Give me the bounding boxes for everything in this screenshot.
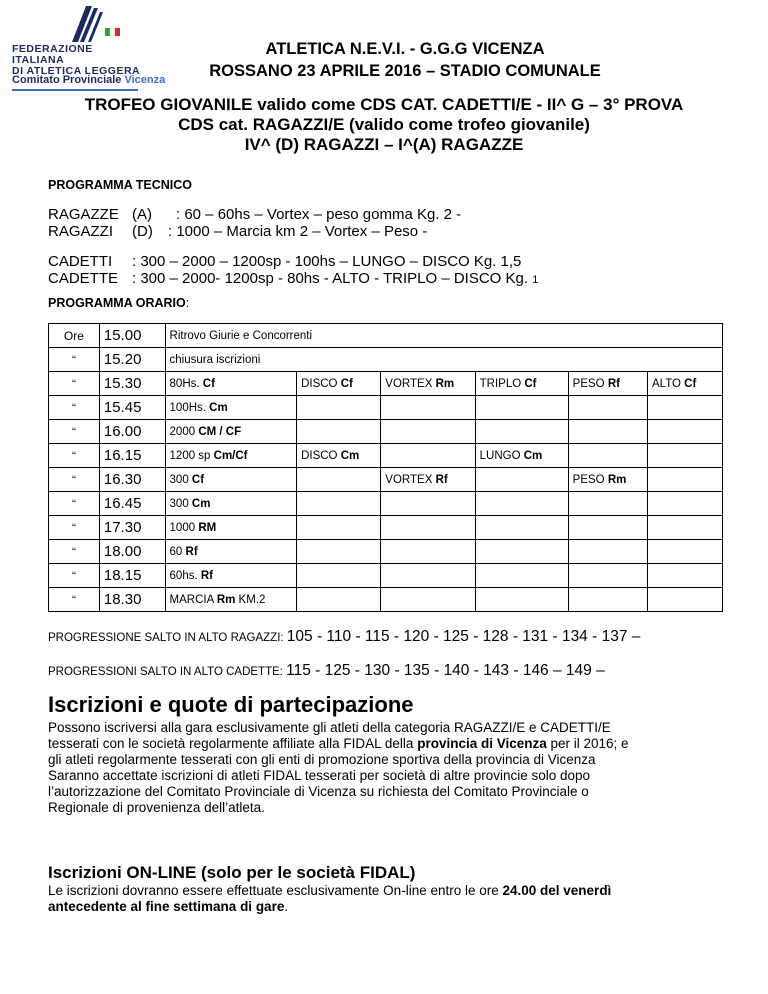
orario-event bbox=[297, 420, 381, 444]
orario-ore: “ bbox=[49, 540, 100, 564]
orario-ore: “ bbox=[49, 372, 100, 396]
orario-event bbox=[381, 564, 475, 588]
orario-event bbox=[568, 420, 647, 444]
orario-event bbox=[297, 540, 381, 564]
orario-event bbox=[568, 516, 647, 540]
orario-time: 16.45 bbox=[99, 492, 165, 516]
orario-event bbox=[381, 396, 475, 420]
orario-event: 2000 CM / CF bbox=[165, 420, 297, 444]
orario-event bbox=[297, 516, 381, 540]
orario-event: VORTEX Rf bbox=[381, 468, 475, 492]
orario-time: 18.15 bbox=[99, 564, 165, 588]
orario-row bbox=[49, 468, 723, 492]
orario-event: 100Hs. Cm bbox=[165, 396, 297, 420]
orario-event bbox=[647, 564, 722, 588]
orario-time: 15.30 bbox=[99, 372, 165, 396]
orario-event: PESO Rm bbox=[568, 468, 647, 492]
orario-event bbox=[647, 396, 722, 420]
orario-event bbox=[475, 420, 568, 444]
orario-event: TRIPLO Cf bbox=[475, 372, 568, 396]
orario-event: 300 Cf bbox=[165, 468, 297, 492]
orario-ore: “ bbox=[49, 492, 100, 516]
orario-event bbox=[568, 540, 647, 564]
iscrizioni-paragraph: Possono iscriversi alla gara esclusivamente gli atleti della categoria RAGAZZI/E e CADETTI/E tesserati con le società regolarmente affiliate alla FIDAL della provincia di Vicenza per il 2016; e gli atleti regolarmente tesserati con gli enti di promozione sportiva della provincia di Vicenza Saranno accettate iscrizioni di atleti FIDAL tesserati per società di altre provincie solo dopo l’autorizzazione del Comitato Provinciale di Vicenza su richiesta del Comitato Provinciale o Regionale di provenienza dell’atleta. bbox=[48, 720, 629, 815]
orario-ore: “ bbox=[49, 444, 100, 468]
orario-time: 16.00 bbox=[99, 420, 165, 444]
orario-event bbox=[475, 396, 568, 420]
logo-underline bbox=[12, 89, 138, 91]
orario-ore: “ bbox=[49, 468, 100, 492]
orario-row bbox=[49, 348, 723, 372]
orario-ore: “ bbox=[49, 588, 100, 612]
programma-tecnico-title: PROGRAMMA TECNICO bbox=[48, 178, 192, 192]
orario-event bbox=[297, 396, 381, 420]
trofeo-line1: TROFEO GIOVANILE valido come CDS CAT. CADETTI/E - II^ G – 3° PROVA bbox=[84, 95, 684, 114]
progressione-ragazzi: PROGRESSIONE SALTO IN ALTO RAGAZZI: 105 - 110 - 115 - 120 - 125 - 128 - 131 - 134 - 137 – bbox=[48, 628, 641, 645]
iscrizioni-title: Iscrizioni e quote di partecipazione bbox=[48, 692, 414, 717]
orario-ore: “ bbox=[49, 348, 100, 372]
orario-event bbox=[475, 540, 568, 564]
orario-event: chiusura iscrizioni bbox=[165, 348, 722, 372]
orario-event bbox=[568, 588, 647, 612]
orario-event: VORTEX Rm bbox=[381, 372, 475, 396]
orario-time: 18.00 bbox=[99, 540, 165, 564]
orario-row bbox=[49, 540, 723, 564]
fidal-emblem-icon bbox=[12, 4, 142, 44]
orario-event bbox=[647, 588, 722, 612]
orario-event: ALTO Cf bbox=[647, 372, 722, 396]
orario-time: 15.45 bbox=[99, 396, 165, 420]
progressione-cadette: PROGRESSIONI SALTO IN ALTO CADETTE: 115 - 125 - 130 - 135 - 140 - 143 - 146 – 149 – bbox=[48, 662, 605, 679]
trofeo-line2: CDS cat. RAGAZZI/E (valido come trofeo giovanile) bbox=[178, 115, 590, 134]
orario-event bbox=[568, 396, 647, 420]
orario-event: DISCO Cf bbox=[297, 372, 381, 396]
online-paragraph: Le iscrizioni dovranno essere effettuate esclusivamente On-line entro le ore 24.00 del venerdì antecedente al fine settimana di gare. bbox=[48, 883, 612, 914]
orario-event bbox=[381, 420, 475, 444]
orario-ore: “ bbox=[49, 420, 100, 444]
orario-time: 15.20 bbox=[99, 348, 165, 372]
orario-event bbox=[647, 468, 722, 492]
orario-event bbox=[475, 564, 568, 588]
logo-line1: FEDERAZIONE ITALIANA bbox=[12, 43, 93, 66]
orario-event bbox=[647, 444, 722, 468]
orario-time: 15.00 bbox=[99, 324, 165, 348]
orario-event bbox=[568, 492, 647, 516]
orario-event: LUNGO Cm bbox=[475, 444, 568, 468]
orario-time: 17.30 bbox=[99, 516, 165, 540]
orario-event: Ritrovo Giurie e Concorrenti bbox=[165, 324, 722, 348]
orario-ore: Ore bbox=[49, 324, 100, 348]
orario-event bbox=[568, 444, 647, 468]
prog-row-ragazzi: RAGAZZI (D) : 1000 – Marcia km 2 – Vortex – Peso - bbox=[48, 223, 428, 240]
orario-row bbox=[49, 492, 723, 516]
logo-comitato: Comitato Provinciale Vicenza bbox=[12, 74, 166, 86]
orario-time: 18.30 bbox=[99, 588, 165, 612]
orario-table bbox=[48, 323, 723, 612]
orario-event bbox=[475, 492, 568, 516]
orario-row bbox=[49, 420, 723, 444]
orario-event bbox=[381, 492, 475, 516]
orario-event bbox=[297, 588, 381, 612]
orario-event: 1000 RM bbox=[165, 516, 297, 540]
orario-row bbox=[49, 324, 723, 348]
orario-event: 80Hs. Cf bbox=[165, 372, 297, 396]
orario-event bbox=[381, 516, 475, 540]
orario-event bbox=[297, 468, 381, 492]
orario-event: 60 Rf bbox=[165, 540, 297, 564]
orario-event bbox=[568, 564, 647, 588]
orario-time: 16.15 bbox=[99, 444, 165, 468]
orario-event bbox=[297, 564, 381, 588]
orario-event bbox=[647, 420, 722, 444]
orario-event bbox=[647, 492, 722, 516]
orario-event bbox=[647, 540, 722, 564]
header-line1: ATLETICA N.E.V.I. - G.G.G VICENZA bbox=[265, 40, 545, 58]
prog-row-ragazze: RAGAZZE (A) : 60 – 60hs – Vortex – peso gomma Kg. 2 - bbox=[48, 206, 462, 223]
orario-event: 60hs. Rf bbox=[165, 564, 297, 588]
orario-event bbox=[297, 492, 381, 516]
orario-row bbox=[49, 564, 723, 588]
logo-line2: DI ATLETICA LEGGERA bbox=[12, 65, 141, 77]
orario-row bbox=[49, 588, 723, 612]
orario-event bbox=[381, 444, 475, 468]
header-line2: ROSSANO 23 APRILE 2016 – STADIO COMUNALE bbox=[209, 62, 601, 80]
prog-row-cadette: CADETTE : 300 – 2000- 1200sp - 80hs - ALTO - TRIPLO – DISCO Kg. 1 bbox=[48, 270, 539, 287]
orario-event bbox=[475, 468, 568, 492]
orario-ore: “ bbox=[49, 564, 100, 588]
orario-event: 300 Cm bbox=[165, 492, 297, 516]
prog-row-cadetti: CADETTI : 300 – 2000 – 1200sp - 100hs – LUNGO – DISCO Kg. 1,5 bbox=[48, 253, 522, 270]
orario-event bbox=[381, 588, 475, 612]
orario-event: 1200 sp Cm/Cf bbox=[165, 444, 297, 468]
orario-event bbox=[475, 588, 568, 612]
orario-row bbox=[49, 516, 723, 540]
orario-row bbox=[49, 396, 723, 420]
orario-event: PESO Rf bbox=[568, 372, 647, 396]
fidal-logo bbox=[12, 4, 166, 90]
orario-event: DISCO Cm bbox=[297, 444, 381, 468]
orario-event bbox=[475, 516, 568, 540]
orario-row bbox=[49, 444, 723, 468]
orario-row bbox=[49, 372, 723, 396]
orario-event bbox=[381, 540, 475, 564]
programma-orario-title: PROGRAMMA ORARIO: bbox=[48, 296, 190, 310]
online-title: Iscrizioni ON-LINE (solo per le società FIDAL) bbox=[48, 863, 416, 882]
orario-time: 16.30 bbox=[99, 468, 165, 492]
trofeo-line3: IV^ (D) RAGAZZI – I^(A) RAGAZZE bbox=[244, 135, 524, 154]
orario-ore: “ bbox=[49, 516, 100, 540]
orario-event: MARCIA Rm KM.2 bbox=[165, 588, 297, 612]
orario-event bbox=[647, 516, 722, 540]
orario-ore: “ bbox=[49, 396, 100, 420]
